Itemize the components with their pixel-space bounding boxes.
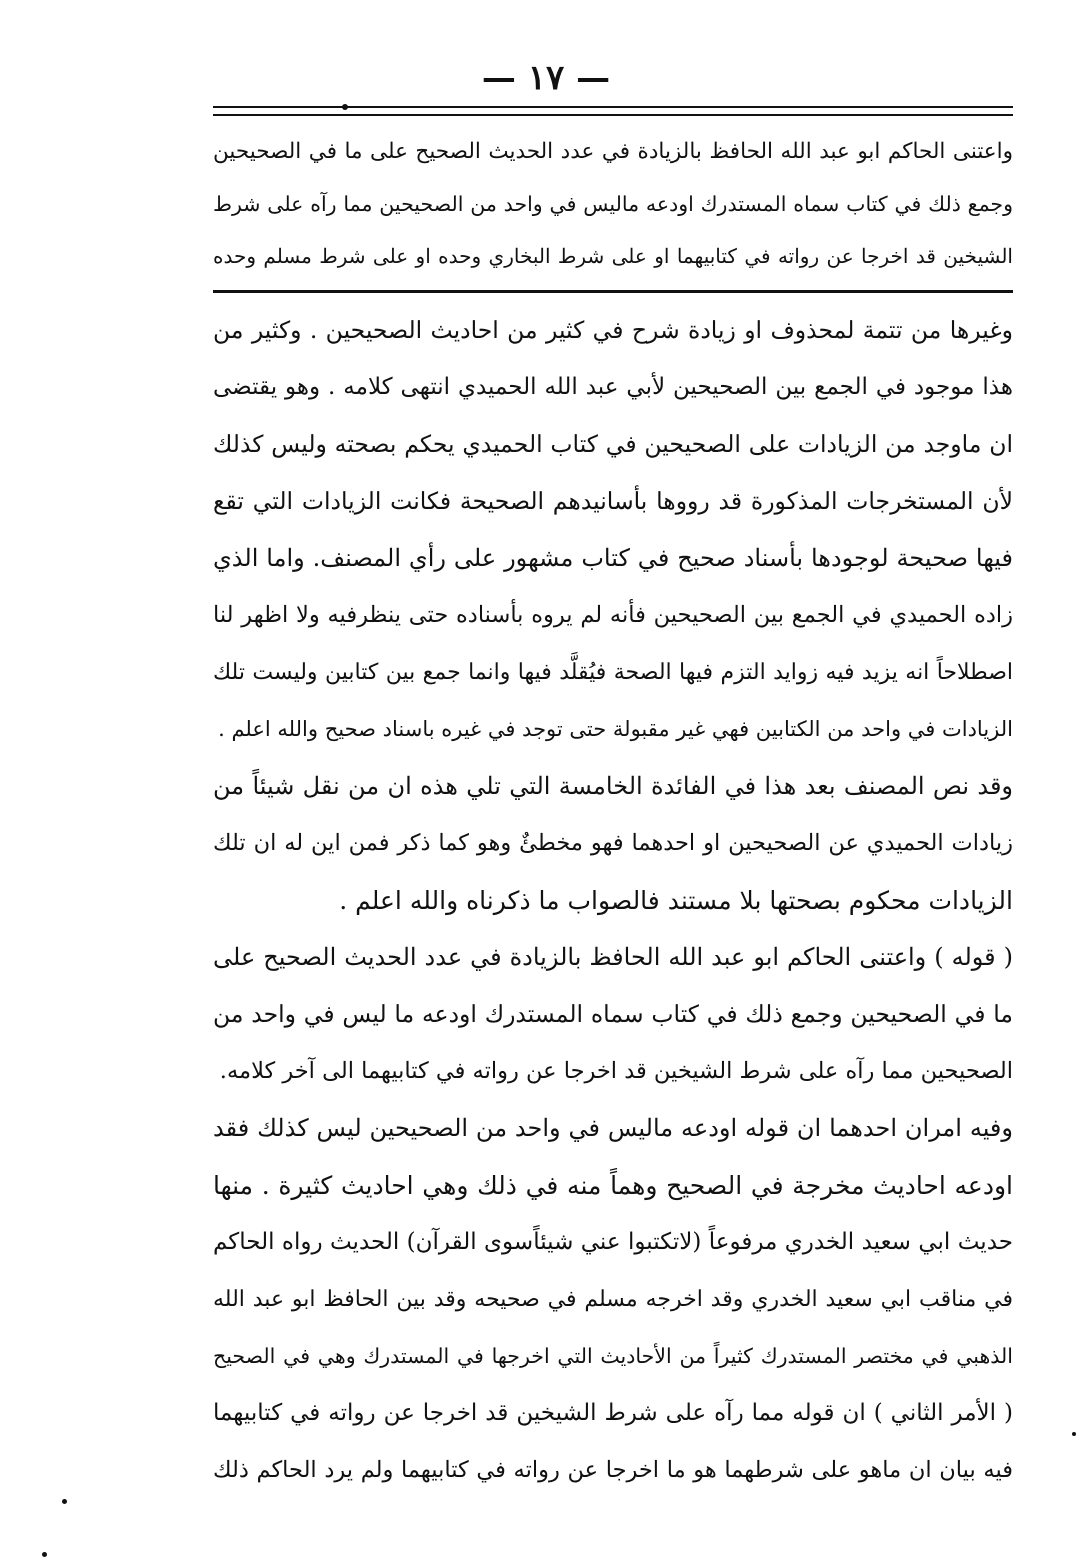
commentary-line: ( الأمر الثاني ) ان قوله مما رآه على شرط الشيخين قد اخرجا عن رواته في كتابيهما: [213, 1400, 1013, 1426]
commentary-line: ان ماوجد من الزيادات على الصحيحين في كتاب الحميدي يحكم بصحته وليس كذلك: [213, 430, 1013, 458]
ink-dot: [342, 104, 348, 110]
separator-rule: [213, 290, 1013, 293]
commentary-line: فيه بيان ان ماهو على شرطهما هو ما اخرجا عن رواته في كتابيهما ولم يرد الحاكم ذلك: [213, 1457, 1013, 1483]
commentary-line: زاده الحميدي في الجمع بين الصحيحين فأنه لم يروه بأسناده حتى ينظرفيه ولا اظهر لنا: [213, 602, 1013, 628]
commentary-line: وفيه امران احدهما ان قوله اودعه ماليس في واحد من الصحيحين ليس كذلك فقد: [213, 1114, 1013, 1142]
header-double-rule: [213, 106, 1013, 116]
commentary-line: هذا موجود في الجمع بين الصحيحين لأبي عبد الله الحميدي انتهى كلامه . وهو يقتضى: [213, 374, 1013, 400]
commentary-line: ( قوله ) واعتنى الحاكم ابو عبد الله الحافظ بالزيادة في عدد الحديث الصحيح على: [213, 943, 1013, 971]
commentary-line: الذهبي في مختصر المستدرك كثيراً من الأحاديث التي اخرجها في المستدرك وهي في الصحيح: [213, 1344, 1013, 1368]
ink-dot: [1072, 1432, 1076, 1436]
matn-line: الشيخين قد اخرجا عن رواته في كتابيهما او على شرط البخاري وحده او على شرط مسلم وحده: [213, 244, 1013, 268]
commentary-line: فيها صحيحة لوجودها بأسناد صحيح في كتاب مشهور على رأي المصنف. واما الذي: [213, 544, 1013, 572]
matn-line: واعتنى الحاكم ابو عبد الله الحافظ بالزيادة في عدد الحديث الصحيح على ما في الصحيحين: [213, 139, 1013, 164]
commentary-line: حديث ابي سعيد الخدري مرفوعاً (لاتكتبوا عني شيئاًسوى القرآن) الحديث رواه الحاكم: [213, 1229, 1013, 1255]
commentary-line: الصحيحين مما رآه على شرط الشيخين قد اخرجا عن رواته في كتابيهما الى آخر كلامه.: [219, 1058, 1013, 1084]
commentary-line: الزيادات في واحد من الكتابين فهي غير مقبولة حتى توجد في غيره باسناد صحيح والله اعلم .: [218, 717, 1013, 741]
commentary-line: اصطلاحاً انه يزيد فيه زوايد التزم فيها الصحة فيُقلَّد فيها وانما جمع بين كتابين وليست تلك: [213, 660, 1013, 685]
commentary-text: [213, 302, 1013, 1499]
commentary-line: الزيادات محكوم بصحتها بلا مستند فالصواب ما ذكرناه والله اعلم .: [339, 886, 1013, 915]
ink-dot: [42, 1552, 47, 1557]
commentary-line: لأن المستخرجات المذكورة قد رووها بأسانيدهم الصحيحة فكانت الزيادات التي تقع: [213, 487, 1013, 515]
commentary-line: في مناقب ابي سعيد الخدري وقد اخرجه مسلم في صحيحه وقد بين الحافظ ابو عبد الله: [213, 1287, 1013, 1312]
matn-line: وجمع ذلك في كتاب سماه المستدرك اودعه ماليس في واحد من الصحيحين مما رآه على شرط: [213, 192, 1013, 216]
commentary-line: وغيرها من تتمة لمحذوف او زيادة شرح في كثير من احاديث الصحيحين . وكثير من: [213, 316, 1013, 344]
commentary-line: وقد نص المصنف بعد هذا في الفائدة الخامسة التي تلي هذه ان من نقل شيئاً من: [213, 772, 1013, 800]
commentary-line: زيادات الحميدي عن الصحيحين او احدهما فهو مخطئٌ وهو كما ذكر فمن اين له ان تلك: [213, 830, 1013, 856]
page-number: — ١٧ —: [481, 58, 611, 98]
matn-text: [213, 126, 1013, 282]
commentary-line: ما في الصحيحين وجمع ذلك في كتاب سماه المستدرك اودعه ما ليس في واحد من: [213, 1000, 1013, 1028]
ink-dot: [62, 1499, 67, 1504]
commentary-line: اودعه احاديث مخرجة في الصحيح وهماً منه في ذلك وهي احاديث كثيرة . منها: [213, 1171, 1013, 1200]
